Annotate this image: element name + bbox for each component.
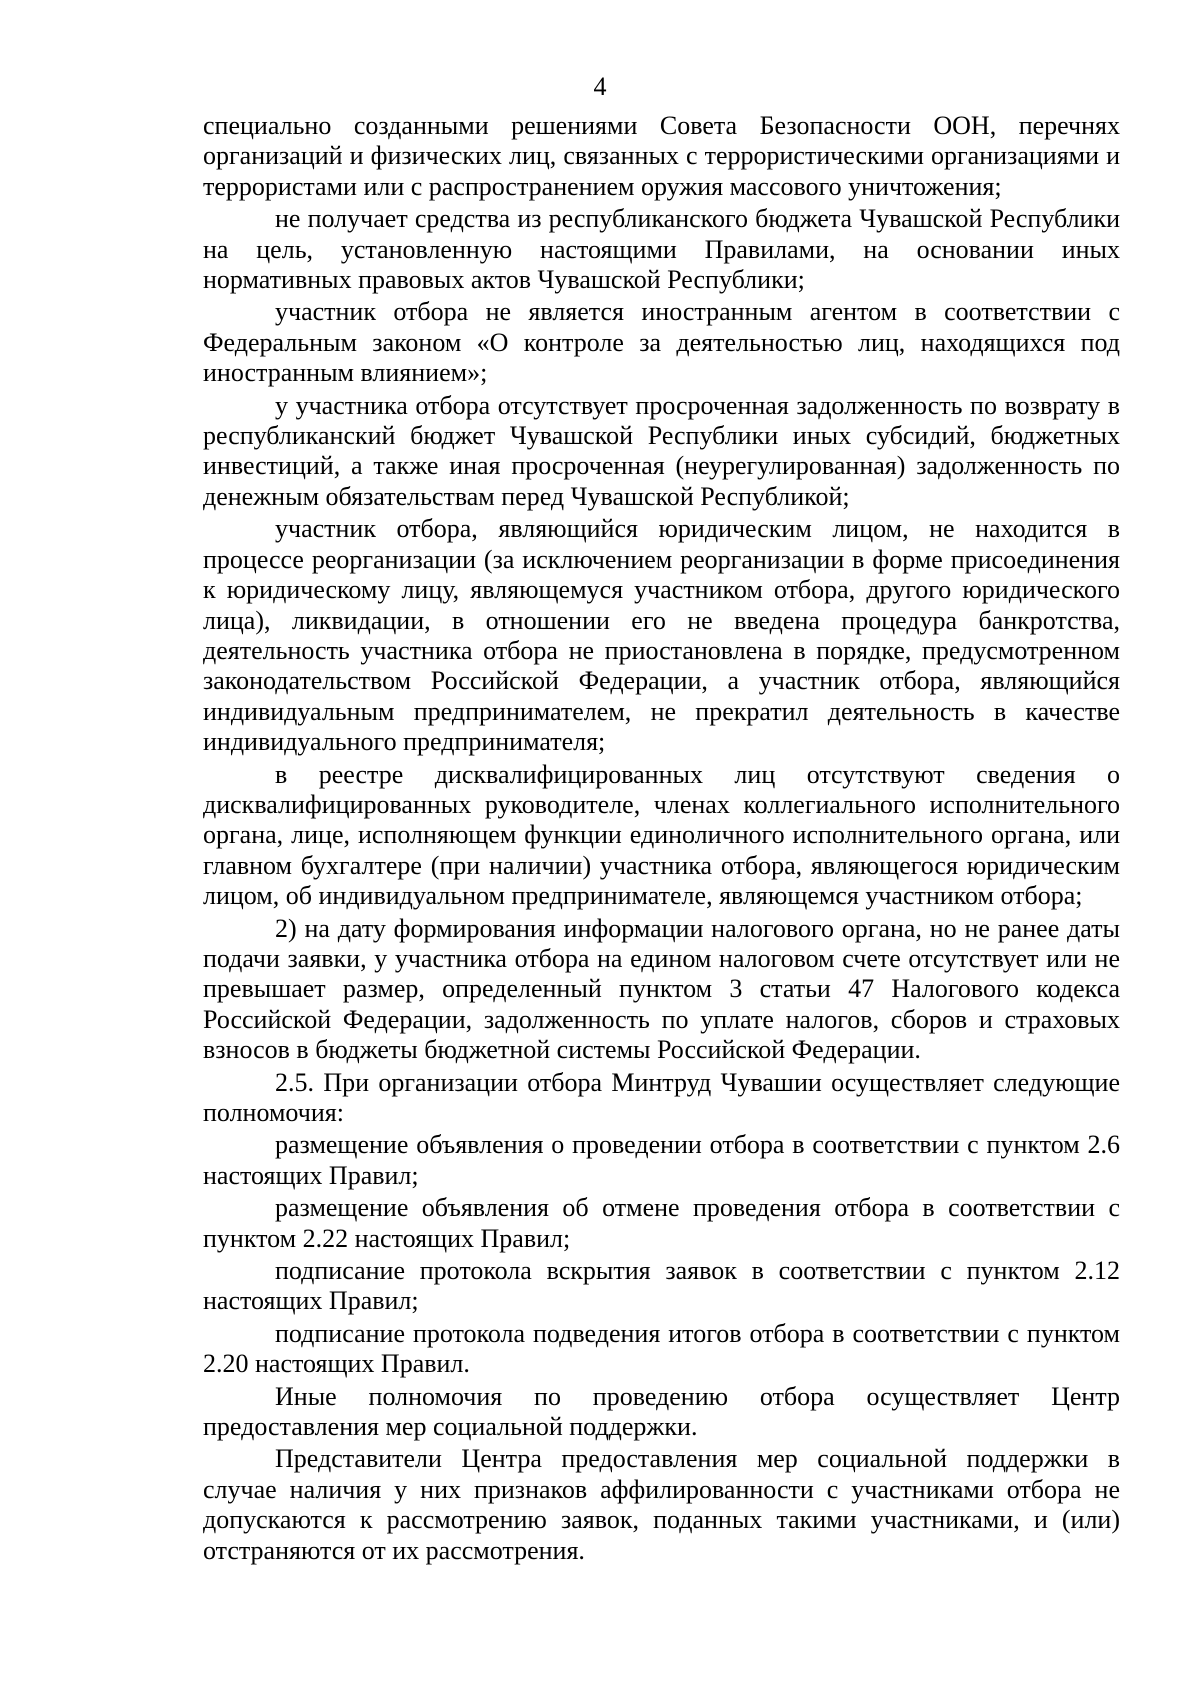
- paragraph-results-protocol: подписание протокола подведения итогов отбора в соответствии с пунктом 2.20 настоящих Правил.: [203, 1318, 1120, 1379]
- paragraph-announcement-publication: размещение объявления о проведении отбора в соответствии с пунктом 2.6 настоящих Правил;: [203, 1130, 1120, 1190]
- paragraph-no-budget-funds: не получает средства из республиканского бюджета Чувашской Республики на цель, установленную настоящими Правилами, на основании иных нормативных правовых актов Чувашской Республики;: [203, 204, 1120, 295]
- paragraph-opening-protocol: подписание протокола вскрытия заявок в соответствии с пунктом 2.12 настоящих Правил;: [203, 1256, 1120, 1316]
- paragraph-no-overdue-debt: у участника отбора отсутствует просроченная задолженность по возврату в республиканский бюджет Чувашской Республики иных субсидий, бюджетных инвестиций, а также иная просроченная (неурегулированная) задолженность по денежным обязательствам перед Чувашской Республикой;: [203, 390, 1120, 511]
- paragraph-announcement-cancellation: размещение объявления об отмене проведения отбора в соответствии с пунктом 2.22 настоящих Правил;: [203, 1193, 1120, 1253]
- paragraph-continuation: специально созданными решениями Совета Безопасности ООН, перечнях организаций и физических лиц, связанных с террористическими организациями и террористами или с распространением оружия массового уничтожения;: [203, 111, 1120, 201]
- paragraph-affiliation: Представители Центра предоставления мер социальной поддержки в случае наличия у них признаков аффилированности с участниками отбора не допускаются к рассмотрению заявок, поданных такими участниками, и (или) отстраняются от их рассмотрения.: [203, 1444, 1120, 1565]
- paragraph-no-reorganization: участник отбора, являющийся юридическим лицом, не находится в процессе реорганизации (за исключением реорганизации в форме присоединения к юридическому лицу, являющемуся участником отбора, другого юридического лица), ликвидации, в отношении его не введена процедура банкротства, деятельность участника отбора не приостановлена в порядке, предусмотренном законодательством Российской Федерации, а участник отбора, являющийся индивидуальным предпринимателем, не прекратил деятельность в качестве индивидуального предпринимателя;: [203, 514, 1120, 757]
- document-body: [203, 111, 1120, 1566]
- paragraph-other-powers: Иные полномочия по проведению отбора осуществляет Центр предоставления мер социальной поддержки.: [203, 1381, 1120, 1442]
- paragraph-tax-debt: 2) на дату формирования информации налогового органа, но не ранее даты подачи заявки, у участника отбора на едином налоговом счете отсутствует или не превышает размер, определенный пунктом 3 статьи 47 Налогового кодекса Российской Федерации, задолженность по уплате налогов, сборов и страховых взносов в бюджеты бюджетной системы Российской Федерации.: [203, 913, 1120, 1065]
- paragraph-disqualified-registry: в реестре дисквалифицированных лиц отсутствуют сведения о дисквалифицированных руководителе, членах коллегиального исполнительного органа, лице, исполняющем функции единоличного исполнительного органа, или главном бухгалтере (при наличии) участника отбора, являющегося юридическим лицом, об индивидуальном предпринимателе, являющемся участником отбора;: [203, 759, 1120, 911]
- paragraph-section-2-5: 2.5. При организации отбора Минтруд Чувашии осуществляет следующие полномочия:: [203, 1067, 1120, 1127]
- paragraph-not-foreign-agent: участник отбора не является иностранным агентом в соответствии с Федеральным законом «О контроле за деятельностью лиц, находящихся под иностранным влиянием»;: [203, 297, 1120, 388]
- page-number: 4: [593, 72, 607, 101]
